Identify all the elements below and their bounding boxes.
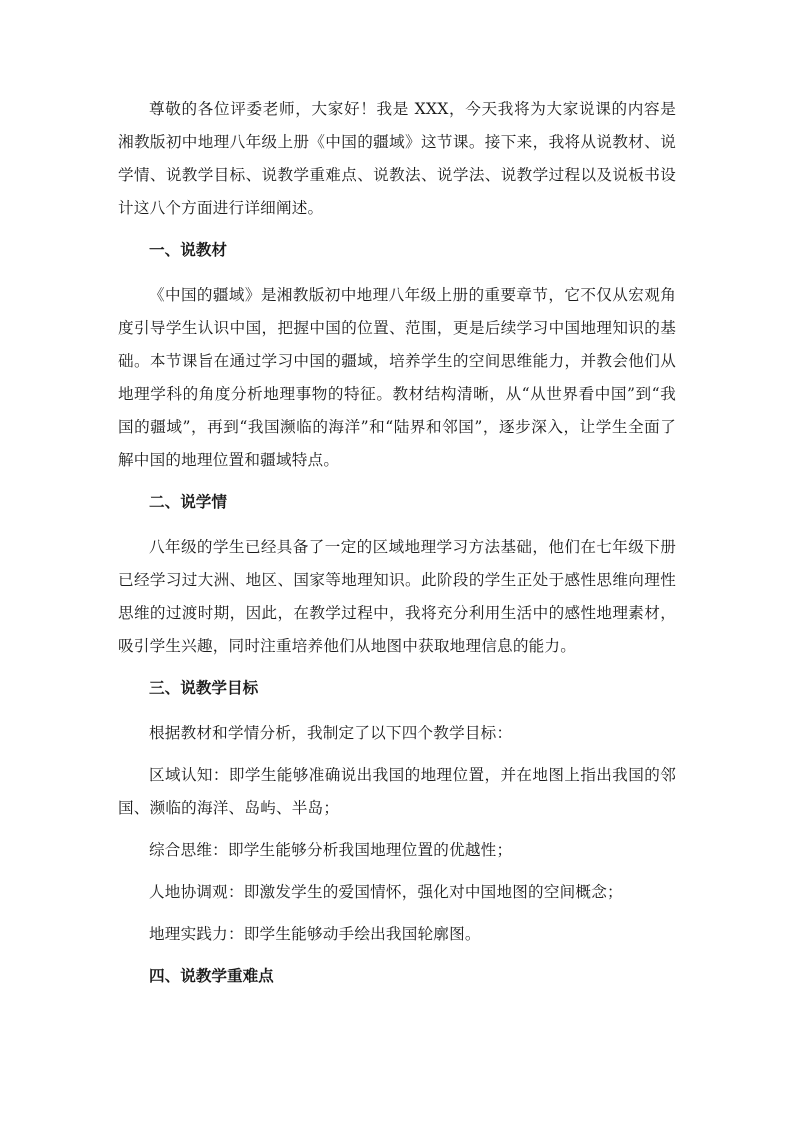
section-heading-textbook: 一、说教材 <box>149 241 227 259</box>
section-heading-objectives: 三、说教学目标 <box>149 679 259 697</box>
textbook-paragraph: 《中国的疆域》是湘教版初中地理八年级上册的重要章节，它不仅从宏观角度引导学生认识中国，把握中国的位置、范围，更是后续学习中国地理知识的基础。本节课旨在通过学习中国的疆域，培养学生的空间思维能力，并教会他们从地理学科的角度分析地理事物的特征。教材结构清晰，从“从世界看中国”到“我国的疆域”，再到“我国濒临的海洋”和“陆界和邻国”，逐步深入，让学生全面了解中国的地理位置和疆域特点。 <box>118 286 676 469</box>
learners-paragraph: 八年级的学生已经具备了一定的区域地理学习方法基础，他们在七年级下册已经学习过大洲、地区、国家等地理知识。此阶段的学生正处于感性思维向理性思维的过渡时期，因此，在教学过程中，我将充分利用生活中的感性地理素材，吸引学生兴趣，同时注重培养他们从地图中获取地理信息的能力。 <box>118 538 676 655</box>
section-heading-learners: 二、说学情 <box>149 493 227 511</box>
objective-item: 人地协调观：即激发学生的爱国情怀，强化对中国地图的空间概念； <box>149 883 623 901</box>
intro-paragraph: 尊敬的各位评委老师，大家好！我是 XXX，今天我将为大家说课的内容是湘教版初中地理八年级上册《中国的疆域》这节课。接下来，我将从说教材、说学情、说教学目标、说教学重难点、说教法、说学法、说教学过程以及说板书设计这八个方面进行详细阐述。 <box>118 100 676 217</box>
section-heading-key-points: 四、说教学重难点 <box>149 967 274 985</box>
objective-item: 区域认知：即学生能够准确说出我国的地理位置，并在地图上指出我国的邻国、濒临的海洋、岛屿、半岛； <box>118 766 676 817</box>
objectives-lead: 根据教材和学情分析，我制定了以下四个教学目标： <box>149 724 513 742</box>
objective-item: 地理实践力：即学生能够动手绘出我国轮廓图。 <box>149 925 481 943</box>
document-body <box>118 93 676 1005</box>
objective-item: 综合思维：即学生能够分析我国地理位置的优越性； <box>149 841 513 859</box>
